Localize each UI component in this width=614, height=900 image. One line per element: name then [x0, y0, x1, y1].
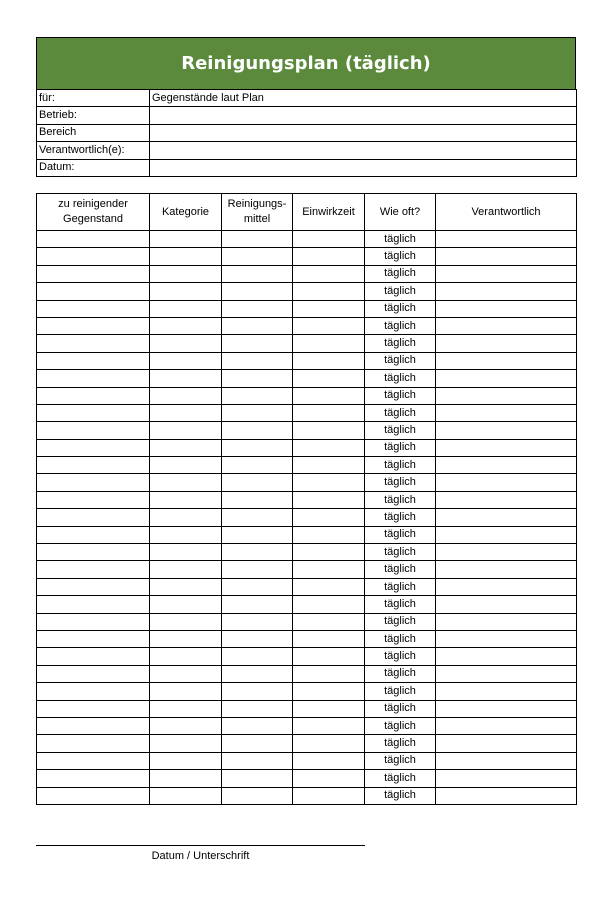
gegenstand-cell[interactable] — [37, 404, 150, 421]
einwirkzeit-cell[interactable] — [293, 300, 365, 317]
kategorie-cell[interactable] — [150, 770, 222, 787]
gegenstand-cell[interactable] — [37, 700, 150, 717]
info-row — [37, 90, 577, 107]
wie-oft-cell: täglich — [365, 317, 436, 334]
page-title: Reinigungsplan (täglich) — [36, 37, 576, 89]
einwirkzeit-cell[interactable] — [293, 231, 365, 248]
wie-oft-cell: täglich — [365, 352, 436, 369]
gegenstand-cell[interactable] — [37, 457, 150, 474]
verantwortlich-cell[interactable] — [436, 683, 577, 700]
reinigungsmittel-cell[interactable] — [222, 422, 293, 439]
kategorie-cell[interactable] — [150, 457, 222, 474]
info-value-field[interactable] — [150, 124, 577, 141]
wie-oft-cell: täglich — [365, 700, 436, 717]
kategorie-cell[interactable] — [150, 335, 222, 352]
einwirkzeit-cell[interactable] — [293, 404, 365, 421]
verantwortlich-cell[interactable] — [436, 578, 577, 595]
einwirkzeit-cell[interactable] — [293, 596, 365, 613]
table-row — [37, 683, 577, 700]
reinigungsmittel-cell[interactable] — [222, 370, 293, 387]
gegenstand-cell[interactable] — [37, 439, 150, 456]
wie-oft-cell: täglich — [365, 596, 436, 613]
einwirkzeit-cell[interactable] — [293, 283, 365, 300]
table-row — [37, 317, 577, 334]
gegenstand-cell[interactable] — [37, 596, 150, 613]
kategorie-cell[interactable] — [150, 596, 222, 613]
gegenstand-cell[interactable] — [37, 335, 150, 352]
wie-oft-cell: täglich — [365, 683, 436, 700]
kategorie-cell[interactable] — [150, 544, 222, 561]
wie-oft-cell: täglich — [365, 457, 436, 474]
gegenstand-cell[interactable] — [37, 265, 150, 282]
wie-oft-cell: täglich — [365, 526, 436, 543]
info-row — [37, 142, 577, 159]
table-row — [37, 630, 577, 647]
einwirkzeit-cell[interactable] — [293, 457, 365, 474]
info-value-field[interactable] — [150, 142, 577, 159]
einwirkzeit-cell[interactable] — [293, 578, 365, 595]
gegenstand-cell[interactable] — [37, 248, 150, 265]
kategorie-cell[interactable] — [150, 387, 222, 404]
table-row — [37, 752, 577, 769]
info-value-field[interactable] — [150, 159, 577, 176]
verantwortlich-cell[interactable] — [436, 491, 577, 508]
reinigungsmittel-cell[interactable] — [222, 491, 293, 508]
verantwortlich-cell[interactable] — [436, 717, 577, 734]
reinigungsmittel-cell[interactable] — [222, 509, 293, 526]
info-label: Verantwortlich(e): — [37, 142, 150, 159]
table-row — [37, 735, 577, 752]
einwirkzeit-cell[interactable] — [293, 335, 365, 352]
reinigungsmittel-cell[interactable] — [222, 317, 293, 334]
reinigungsmittel-cell[interactable] — [222, 248, 293, 265]
table-row — [37, 561, 577, 578]
reinigungsmittel-cell[interactable] — [222, 665, 293, 682]
wie-oft-cell: täglich — [365, 404, 436, 421]
kategorie-cell[interactable] — [150, 265, 222, 282]
info-label: für: — [37, 90, 150, 107]
kategorie-cell[interactable] — [150, 578, 222, 595]
table-row — [37, 387, 577, 404]
wie-oft-cell: täglich — [365, 300, 436, 317]
reinigungsmittel-cell[interactable] — [222, 283, 293, 300]
wie-oft-cell: täglich — [365, 630, 436, 647]
verantwortlich-cell[interactable] — [436, 613, 577, 630]
gegenstand-cell[interactable] — [37, 422, 150, 439]
einwirkzeit-cell[interactable] — [293, 491, 365, 508]
table-row — [37, 457, 577, 474]
kategorie-cell[interactable] — [150, 352, 222, 369]
col-header-einwirkzeit: Einwirkzeit — [293, 194, 365, 231]
kategorie-cell[interactable] — [150, 700, 222, 717]
table-row — [37, 596, 577, 613]
table-row — [37, 578, 577, 595]
kategorie-cell[interactable] — [150, 317, 222, 334]
verantwortlich-cell[interactable] — [436, 561, 577, 578]
reinigungsmittel-cell[interactable] — [222, 700, 293, 717]
reinigungsmittel-cell[interactable] — [222, 265, 293, 282]
col-header-verantwortlich: Verantwortlich — [436, 194, 577, 231]
reinigungsmittel-cell[interactable] — [222, 578, 293, 595]
table-row — [37, 283, 577, 300]
verantwortlich-cell[interactable] — [436, 544, 577, 561]
table-row — [37, 770, 577, 787]
reinigungsmittel-cell[interactable] — [222, 770, 293, 787]
verantwortlich-cell[interactable] — [436, 735, 577, 752]
gegenstand-cell[interactable] — [37, 387, 150, 404]
verantwortlich-cell[interactable] — [436, 248, 577, 265]
reinigungsmittel-cell[interactable] — [222, 300, 293, 317]
table-row — [37, 231, 577, 248]
einwirkzeit-cell[interactable] — [293, 735, 365, 752]
kategorie-cell[interactable] — [150, 404, 222, 421]
verantwortlich-cell[interactable] — [436, 335, 577, 352]
table-row — [37, 352, 577, 369]
reinigungsmittel-cell[interactable] — [222, 335, 293, 352]
table-row — [37, 335, 577, 352]
wie-oft-cell: täglich — [365, 248, 436, 265]
table-row — [37, 787, 577, 804]
verantwortlich-cell[interactable] — [436, 457, 577, 474]
verantwortlich-cell[interactable] — [436, 596, 577, 613]
info-value-field[interactable] — [150, 107, 577, 124]
wie-oft-cell: täglich — [365, 578, 436, 595]
wie-oft-cell: täglich — [365, 735, 436, 752]
verantwortlich-cell[interactable] — [436, 474, 577, 491]
wie-oft-cell: täglich — [365, 509, 436, 526]
einwirkzeit-cell[interactable] — [293, 717, 365, 734]
verantwortlich-cell[interactable] — [436, 422, 577, 439]
table-row — [37, 265, 577, 282]
table-row — [37, 717, 577, 734]
kategorie-cell[interactable] — [150, 439, 222, 456]
verantwortlich-cell[interactable] — [436, 317, 577, 334]
col-header-wie-oft: Wie oft? — [365, 194, 436, 231]
gegenstand-cell[interactable] — [37, 283, 150, 300]
col-header-gegenstand: zu reinigender Gegenstand — [37, 194, 150, 231]
verantwortlich-cell[interactable] — [436, 752, 577, 769]
wie-oft-cell: täglich — [365, 265, 436, 282]
verantwortlich-cell[interactable] — [436, 648, 577, 665]
gegenstand-cell[interactable] — [37, 544, 150, 561]
wie-oft-cell: täglich — [365, 787, 436, 804]
einwirkzeit-cell[interactable] — [293, 439, 365, 456]
table-row — [37, 648, 577, 665]
einwirkzeit-cell[interactable] — [293, 770, 365, 787]
kategorie-cell[interactable] — [150, 248, 222, 265]
wie-oft-cell: täglich — [365, 561, 436, 578]
kategorie-cell[interactable] — [150, 300, 222, 317]
table-row — [37, 474, 577, 491]
kategorie-cell[interactable] — [150, 491, 222, 508]
gegenstand-cell[interactable] — [37, 526, 150, 543]
kategorie-cell[interactable] — [150, 561, 222, 578]
einwirkzeit-cell[interactable] — [293, 561, 365, 578]
gegenstand-cell[interactable] — [37, 735, 150, 752]
einwirkzeit-cell[interactable] — [293, 648, 365, 665]
gegenstand-cell[interactable] — [37, 578, 150, 595]
reinigungsmittel-cell[interactable] — [222, 561, 293, 578]
gegenstand-cell[interactable] — [37, 683, 150, 700]
wie-oft-cell: täglich — [365, 491, 436, 508]
verantwortlich-cell[interactable] — [436, 630, 577, 647]
einwirkzeit-cell[interactable] — [293, 265, 365, 282]
wie-oft-cell: täglich — [365, 370, 436, 387]
verantwortlich-cell[interactable] — [436, 787, 577, 804]
einwirkzeit-cell[interactable] — [293, 752, 365, 769]
gegenstand-cell[interactable] — [37, 613, 150, 630]
kategorie-cell[interactable] — [150, 474, 222, 491]
gegenstand-cell[interactable] — [37, 491, 150, 508]
gegenstand-cell[interactable] — [37, 630, 150, 647]
verantwortlich-cell[interactable] — [436, 283, 577, 300]
wie-oft-cell: täglich — [365, 613, 436, 630]
verantwortlich-cell[interactable] — [436, 509, 577, 526]
wie-oft-cell: täglich — [365, 335, 436, 352]
reinigungsmittel-cell[interactable] — [222, 630, 293, 647]
kategorie-cell[interactable] — [150, 735, 222, 752]
kategorie-cell[interactable] — [150, 509, 222, 526]
reinigungsmittel-cell[interactable] — [222, 439, 293, 456]
wie-oft-cell: täglich — [365, 283, 436, 300]
reinigungsmittel-cell[interactable] — [222, 474, 293, 491]
verantwortlich-cell[interactable] — [436, 665, 577, 682]
wie-oft-cell: täglich — [365, 439, 436, 456]
col-header-kategorie: Kategorie — [150, 194, 222, 231]
gegenstand-cell[interactable] — [37, 317, 150, 334]
table-row — [37, 526, 577, 543]
reinigungsmittel-cell[interactable] — [222, 735, 293, 752]
einwirkzeit-cell[interactable] — [293, 630, 365, 647]
gegenstand-cell[interactable] — [37, 717, 150, 734]
reinigungsmittel-cell[interactable] — [222, 457, 293, 474]
reinigungsmittel-cell[interactable] — [222, 387, 293, 404]
col-header-reinigungsmittel: Reinigungs-mittel — [222, 194, 293, 231]
einwirkzeit-cell[interactable] — [293, 787, 365, 804]
reinigungsmittel-cell[interactable] — [222, 683, 293, 700]
reinigungsmittel-cell[interactable] — [222, 613, 293, 630]
gegenstand-cell[interactable] — [37, 300, 150, 317]
signature-label: Datum / Unterschrift — [151, 850, 250, 862]
info-table — [36, 89, 577, 177]
info-row — [37, 107, 577, 124]
gegenstand-cell[interactable] — [37, 665, 150, 682]
table-row — [37, 544, 577, 561]
kategorie-cell[interactable] — [150, 752, 222, 769]
reinigungsmittel-cell[interactable] — [222, 404, 293, 421]
table-row — [37, 665, 577, 682]
reinigungsmittel-cell[interactable] — [222, 231, 293, 248]
verantwortlich-cell[interactable] — [436, 526, 577, 543]
verantwortlich-cell[interactable] — [436, 300, 577, 317]
verantwortlich-cell[interactable] — [436, 387, 577, 404]
wie-oft-cell: täglich — [365, 665, 436, 682]
einwirkzeit-cell[interactable] — [293, 387, 365, 404]
wie-oft-cell: täglich — [365, 717, 436, 734]
reinigungsmittel-cell[interactable] — [222, 717, 293, 734]
kategorie-cell[interactable] — [150, 613, 222, 630]
kategorie-cell[interactable] — [150, 648, 222, 665]
einwirkzeit-cell[interactable] — [293, 422, 365, 439]
kategorie-cell[interactable] — [150, 231, 222, 248]
gegenstand-cell[interactable] — [37, 352, 150, 369]
gegenstand-cell[interactable] — [37, 474, 150, 491]
wie-oft-cell: täglich — [365, 544, 436, 561]
einwirkzeit-cell[interactable] — [293, 509, 365, 526]
gegenstand-cell[interactable] — [37, 509, 150, 526]
info-row — [37, 124, 577, 141]
verantwortlich-cell[interactable] — [436, 231, 577, 248]
kategorie-cell[interactable] — [150, 370, 222, 387]
kategorie-cell[interactable] — [150, 787, 222, 804]
einwirkzeit-cell[interactable] — [293, 544, 365, 561]
gegenstand-cell[interactable] — [37, 752, 150, 769]
gegenstand-cell[interactable] — [37, 787, 150, 804]
kategorie-cell[interactable] — [150, 683, 222, 700]
einwirkzeit-cell[interactable] — [293, 352, 365, 369]
einwirkzeit-cell[interactable] — [293, 248, 365, 265]
cleaning-table — [36, 193, 577, 805]
reinigungsmittel-cell[interactable] — [222, 752, 293, 769]
einwirkzeit-cell[interactable] — [293, 683, 365, 700]
verantwortlich-cell[interactable] — [436, 265, 577, 282]
reinigungsmittel-cell[interactable] — [222, 526, 293, 543]
table-header-row — [37, 194, 577, 231]
einwirkzeit-cell[interactable] — [293, 317, 365, 334]
gegenstand-cell[interactable] — [37, 648, 150, 665]
table-row — [37, 509, 577, 526]
table-row — [37, 404, 577, 421]
gegenstand-cell[interactable] — [37, 770, 150, 787]
wie-oft-cell: täglich — [365, 752, 436, 769]
wie-oft-cell: täglich — [365, 422, 436, 439]
verantwortlich-cell[interactable] — [436, 352, 577, 369]
table-row — [37, 439, 577, 456]
info-label: Datum: — [37, 159, 150, 176]
reinigungsmittel-cell[interactable] — [222, 544, 293, 561]
table-row — [37, 422, 577, 439]
info-label: Betrieb: — [37, 107, 150, 124]
verantwortlich-cell[interactable] — [436, 700, 577, 717]
signature-line — [36, 845, 365, 846]
info-label: Bereich — [37, 124, 150, 141]
einwirkzeit-cell[interactable] — [293, 474, 365, 491]
gegenstand-cell[interactable] — [37, 370, 150, 387]
table-row — [37, 370, 577, 387]
reinigungsmittel-cell[interactable] — [222, 596, 293, 613]
info-value-field[interactable]: Gegenstände laut Plan — [150, 90, 577, 107]
einwirkzeit-cell[interactable] — [293, 613, 365, 630]
table-row — [37, 613, 577, 630]
einwirkzeit-cell[interactable] — [293, 526, 365, 543]
table-row — [37, 700, 577, 717]
verantwortlich-cell[interactable] — [436, 439, 577, 456]
reinigungsmittel-cell[interactable] — [222, 648, 293, 665]
table-row — [37, 300, 577, 317]
einwirkzeit-cell[interactable] — [293, 665, 365, 682]
table-row — [37, 248, 577, 265]
verantwortlich-cell[interactable] — [436, 770, 577, 787]
reinigungsmittel-cell[interactable] — [222, 352, 293, 369]
wie-oft-cell: täglich — [365, 387, 436, 404]
einwirkzeit-cell[interactable] — [293, 370, 365, 387]
wie-oft-cell: täglich — [365, 474, 436, 491]
wie-oft-cell: täglich — [365, 231, 436, 248]
kategorie-cell[interactable] — [150, 665, 222, 682]
gegenstand-cell[interactable] — [37, 561, 150, 578]
verantwortlich-cell[interactable] — [436, 404, 577, 421]
info-row — [37, 159, 577, 176]
kategorie-cell[interactable] — [150, 526, 222, 543]
table-row — [37, 491, 577, 508]
reinigungsmittel-cell[interactable] — [222, 787, 293, 804]
kategorie-cell[interactable] — [150, 422, 222, 439]
verantwortlich-cell[interactable] — [436, 370, 577, 387]
einwirkzeit-cell[interactable] — [293, 700, 365, 717]
wie-oft-cell: täglich — [365, 648, 436, 665]
kategorie-cell[interactable] — [150, 630, 222, 647]
kategorie-cell[interactable] — [150, 283, 222, 300]
wie-oft-cell: täglich — [365, 770, 436, 787]
kategorie-cell[interactable] — [150, 717, 222, 734]
gegenstand-cell[interactable] — [37, 231, 150, 248]
